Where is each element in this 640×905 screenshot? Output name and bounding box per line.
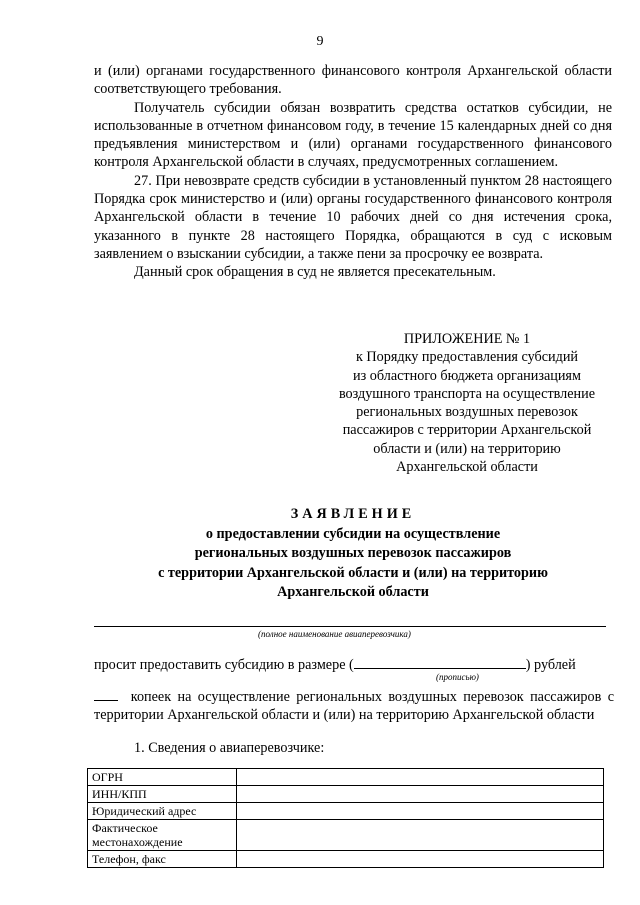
paragraph: Данный срок обращения в суд не является пресекательным. bbox=[134, 264, 496, 281]
row-label: Телефон, факс bbox=[88, 851, 237, 868]
form-title-line: с территории Архангельской области и (или) на территорию bbox=[158, 564, 548, 581]
appendix-line: из областного бюджета организациям bbox=[353, 367, 581, 384]
form-title bbox=[94, 505, 612, 603]
table-row bbox=[88, 786, 604, 803]
carrier-name-field[interactable] bbox=[94, 626, 606, 627]
kopecks-text: копеек на осуществление региональных воздушных перевозок пассажиров с территории Архангельской области и (или) на территорию Архангельской области bbox=[94, 689, 615, 724]
amount-caption: (прописью) bbox=[436, 672, 479, 682]
request-prefix: просит предоставить субсидию в размере ( bbox=[94, 657, 354, 673]
appendix-block bbox=[326, 330, 608, 476]
table-row bbox=[88, 769, 604, 786]
form-title-line: о предоставлении субсидии на осуществление bbox=[205, 525, 501, 542]
paragraph: и (или) органами государственного финансового контроля Архангельской области соответствующего требования. bbox=[94, 63, 612, 98]
appendix-line: региональных воздушных перевозок bbox=[356, 404, 578, 421]
amount-field[interactable] bbox=[354, 654, 526, 669]
appendix-line: к Порядку предоставления субсидий bbox=[355, 349, 579, 366]
subsidy-request-line bbox=[94, 654, 614, 674]
table-row bbox=[88, 820, 604, 851]
kopecks-field[interactable] bbox=[94, 686, 118, 701]
appendix-line: области и (или) на территорию bbox=[373, 440, 561, 457]
row-label: Юридический адрес bbox=[88, 803, 237, 820]
table-row bbox=[88, 803, 604, 820]
carrier-info-table bbox=[87, 768, 604, 868]
form-title-line: Архангельской области bbox=[277, 584, 429, 600]
row-label: ИНН/КПП bbox=[88, 786, 237, 803]
row-value[interactable] bbox=[237, 820, 604, 851]
table-row bbox=[88, 851, 604, 868]
form-title-line: региональных воздушных перевозок пассажиров bbox=[194, 545, 512, 561]
row-value[interactable] bbox=[237, 786, 604, 803]
carrier-name-caption: (полное наименование авиаперевозчика) bbox=[258, 629, 411, 639]
page-number: 9 bbox=[316, 34, 324, 49]
section-1-title: 1. Сведения о авиаперевозчике: bbox=[134, 740, 325, 756]
row-value[interactable] bbox=[237, 769, 604, 786]
row-label: Фактическое местонахождение bbox=[88, 820, 237, 851]
body-text bbox=[94, 62, 612, 282]
section-heading bbox=[94, 739, 612, 757]
kopecks-paragraph bbox=[94, 686, 614, 725]
appendix-line: Архангельской области bbox=[396, 459, 538, 476]
appendix-line: пассажиров с территории Архангельской bbox=[342, 422, 592, 439]
row-value[interactable] bbox=[237, 851, 604, 868]
form-heading: ЗАЯВЛЕНИЕ bbox=[290, 506, 416, 522]
row-label: ОГРН bbox=[88, 769, 237, 786]
row-value[interactable] bbox=[237, 803, 604, 820]
request-suffix: ) рублей bbox=[525, 657, 576, 673]
paragraph: Получатель субсидии обязан возвратить средства остатков субсидии, не использованные в отчетном финансовом году, в течение 15 календарных дней со дня предъявления министерством и (или) органами государственного финансового контроля Архангельской области в случаях, предусмотренных соглашением. bbox=[94, 99, 612, 171]
paragraph: 27. При невозврате средств субсидии в установленный пунктом 28 настоящего Порядка срок министерство и (или) органы государственного финансового контроля Архангельской области в течение 10 рабочих дней со дня истечения срока, указанного в пункте 28 настоящего Порядка, обращаются в суд с исковым заявлением о взыскании субсидии, а также пени за просрочку ее возврата. bbox=[94, 172, 612, 262]
appendix-line: воздушного транспорта на осуществление bbox=[338, 385, 596, 402]
appendix-heading: ПРИЛОЖЕНИЕ № 1 bbox=[403, 331, 531, 347]
